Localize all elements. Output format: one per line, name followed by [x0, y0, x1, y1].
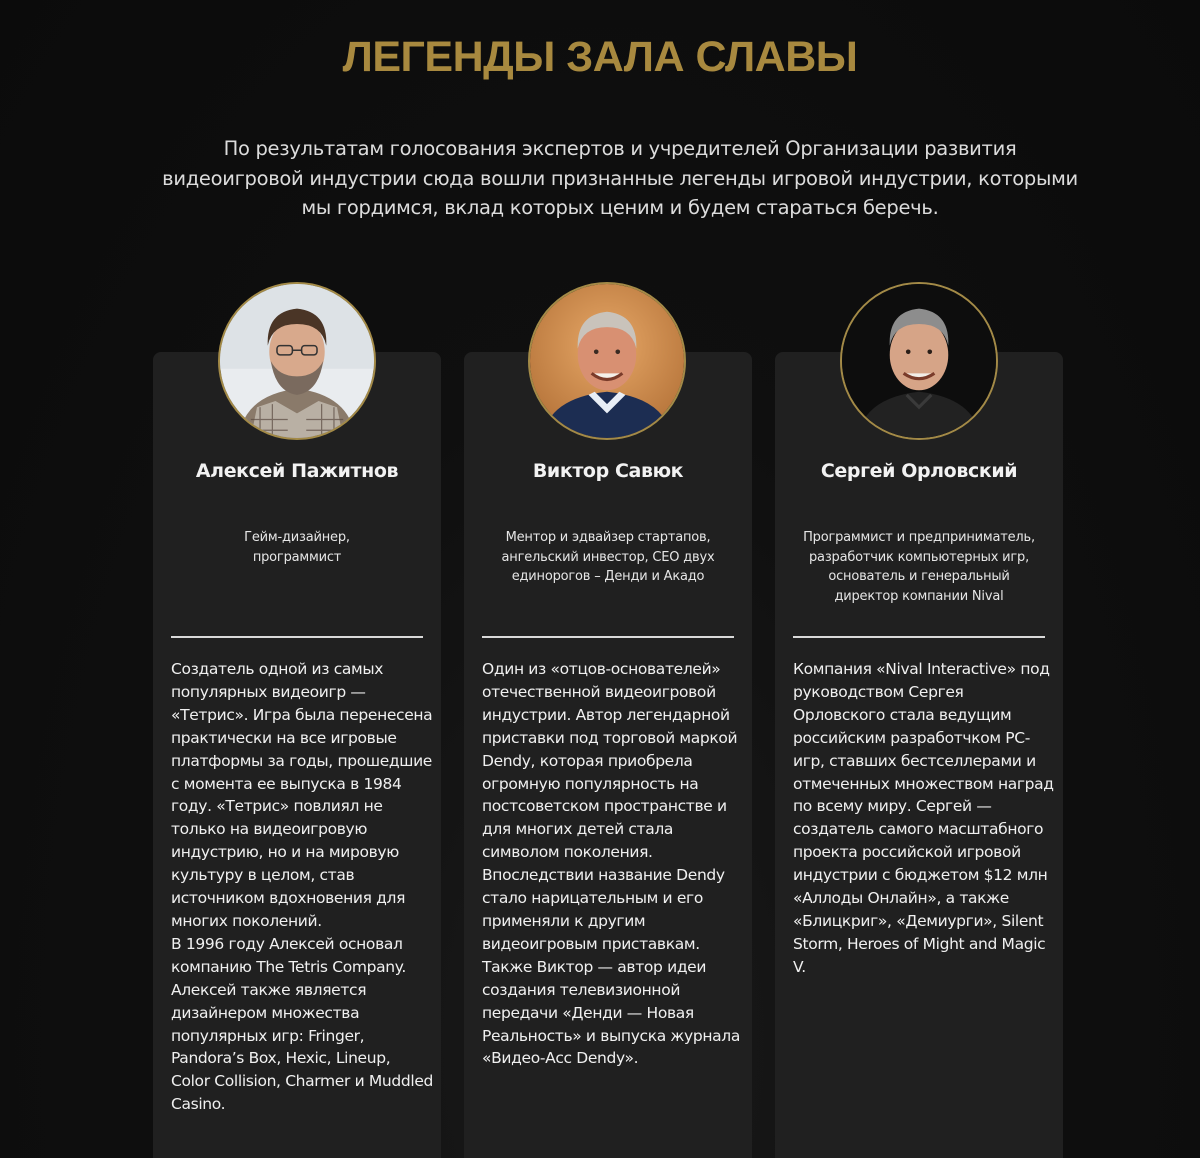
legend-card	[464, 352, 752, 1158]
legend-bio: Компания «Nival Interactive» под руководством Сергея Орловского стала ведущим российским разработчком PC-игр, ставших бестселлерами и отмеченных множеством наград по всему миру. Сергей — создатель самого масштабного проекта российской игровой индустрии с бюджетом $12 млн «Аллоды Онлайн», а также «Блицкриг», «Демиурги», Silent Storm, Heroes of Might and Magic V.	[793, 660, 1054, 976]
legend-card	[153, 352, 441, 1158]
divider	[793, 636, 1045, 638]
legend-card	[775, 352, 1063, 1158]
avatar-pazhitnov	[218, 282, 376, 440]
avatar-savyuk	[528, 282, 686, 440]
legend-role: Программист и предприниматель, разработчик компьютерных игр, основатель и генеральный директор компании Nival	[803, 530, 1035, 604]
divider	[171, 636, 423, 638]
legend-role: Ментор и эдвайзер стартапов, ангельский инвестор, СЕО двух единорогов – Денди и Акадо	[501, 530, 715, 584]
divider	[482, 636, 734, 638]
legend-role: Гейм-дизайнер, программист	[244, 530, 350, 565]
legend-name: Виктор Савюк	[532, 460, 684, 482]
avatar-orlovsky	[840, 282, 998, 440]
intro-text: По результатам голосования экспертов и учредителей Организации развития видеоигровой индустрии сюда вошли признанные легенды игровой индустрии, которыми мы гордимся, вклад которых ценим и будем стараться беречь.	[162, 137, 1078, 219]
legend-bio: Один из «отцов-основателей» отечественной видеоигровой индустрии. Автор легендарной приставки под торговой маркой Dendy, которая приобрела огромную популярность на постсоветском пространстве и для многих детей стала символом поколения. Впоследствии название Dendy стало нарицательным и его применяли к другим видеоигровым приставкам. Также Виктор — автор идеи создания телевизионной передачи «Денди — Новая Реальность» и выпуска журнала «Видео-Асс Dendy».	[482, 660, 740, 1068]
legend-bio: Создатель одной из самых популярных видеоигр — «Тетрис». Игра была перенесена практически на все игровые платформы за годы, прошедшие с момента ее выпуска в 1984 году. «Тетрис» повлиял не только на видеоигровую индустрию, но и на мировую культуру в целом, став источником вдохновения для многих поколений. В 1996 году Алексей основал компанию The Tetris Company. Алексей также является дизайнером множества популярных игр: Fringer, Pandora’s Box, Hexic, Lineup, Color Collision, Charmer и Muddled Casino.	[171, 660, 433, 1114]
legend-name: Сергей Орловский	[820, 460, 1018, 482]
page-title: ЛЕГЕНДЫ ЗАЛА СЛАВЫ	[342, 33, 858, 81]
legend-name: Алексей Пажитнов	[195, 460, 399, 482]
